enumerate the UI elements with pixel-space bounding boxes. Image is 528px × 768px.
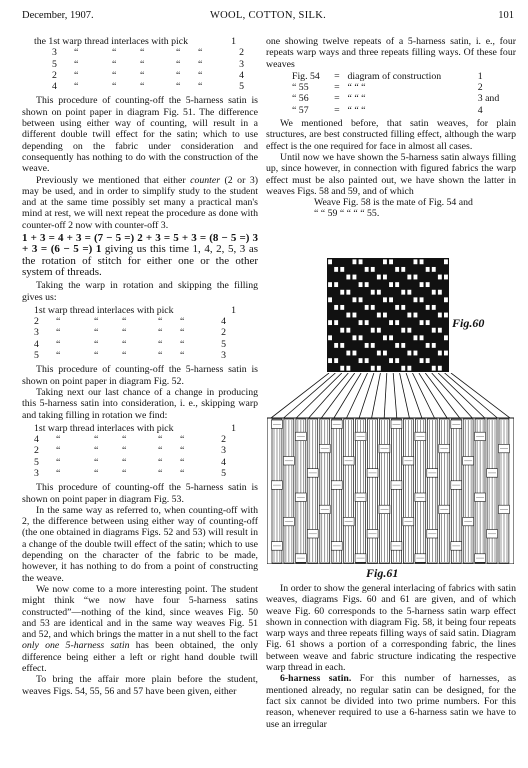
connector-line (438, 373, 485, 418)
weave-point (346, 366, 350, 371)
weave-line: Weave Fig. 58 is the mate of Fig. 54 and (314, 197, 473, 209)
equation: 1 + 3 = 4 + 3 = (7 − 5 =) 2 + 3 = 5 + 3 = (8 − 5 =) 3 + 3 = (6 − 5 =) 1 giving us this time 1, 4, 2, 5, 3 as the rotation of stitch for either one or the other system of threads. (22, 232, 259, 278)
table-cell: “ (180, 467, 185, 479)
table-cell: “ (158, 327, 163, 339)
weave-point (377, 290, 381, 295)
table-cell: “ (158, 467, 163, 479)
figure-list-cell: = (334, 93, 340, 105)
weave-point (346, 290, 350, 295)
weave-point (371, 343, 375, 348)
table-3 (22, 423, 258, 479)
weave-point (444, 351, 448, 356)
paragraph: one showing twelve repeats of a 5-harness satin, i. e., four repeats warp ways and three repeats filling ways. Of these four weaves (266, 36, 516, 70)
table-row (34, 327, 258, 338)
connector-line (384, 373, 387, 418)
paragraph: Taking next our last chance of a change in producing this 5-harness satin into consideration, i. e., skipping warp and taking filling in rotation we find: (22, 386, 258, 421)
weave-point (353, 297, 357, 302)
table-cell: 4 (221, 316, 226, 328)
page-header (22, 10, 514, 26)
table-cell: “ (112, 58, 117, 70)
weave-point (407, 351, 411, 356)
weave-point (328, 259, 332, 264)
table-cell: “ (122, 316, 127, 328)
weave-point (414, 335, 418, 340)
figure-list (266, 71, 516, 116)
weave-point (328, 358, 332, 363)
table-cell: 4 (34, 434, 39, 446)
table-cell: 5 (34, 456, 39, 468)
weave-point (420, 335, 424, 340)
table-cell: “ (56, 445, 61, 457)
table-cell: “ (158, 338, 163, 350)
table-cell: 2 (221, 434, 226, 446)
weave-point (438, 313, 442, 318)
table-cell: “ (198, 58, 203, 70)
weave-point (377, 366, 381, 371)
weave-point (401, 290, 405, 295)
table-cell: “ (74, 47, 79, 59)
weave-point (401, 305, 405, 310)
weave-point (340, 305, 344, 310)
weave-point (444, 313, 448, 318)
table-cell: “ (122, 338, 127, 350)
weave-point (395, 358, 399, 363)
fig-60-label: Fig.60 (452, 316, 485, 330)
weave-point (432, 366, 436, 371)
table-cell: “ (176, 69, 181, 81)
table-cell: “ (56, 327, 61, 339)
table-row (34, 350, 258, 361)
table-cell: 2 (52, 69, 57, 81)
weave-point (346, 351, 350, 356)
table-row (34, 316, 258, 327)
table-cell: 5 (221, 467, 226, 479)
weave-point (340, 366, 344, 371)
weave-point (414, 313, 418, 318)
paragraph: We mentioned before, that satin weaves, for plain structures, are best constructed filling effect, although the warp effect is the one required for face in almost all cases. (266, 118, 516, 152)
weave-point (389, 358, 393, 363)
weave-point (389, 259, 393, 264)
weave-point (432, 267, 436, 272)
weave-point (438, 275, 442, 280)
table-cell: “ (112, 81, 117, 93)
weave-point (334, 305, 338, 310)
intro-table (22, 36, 258, 92)
weave-point (407, 275, 411, 280)
table-cell: “ (112, 47, 117, 59)
table-cell: “ (198, 69, 203, 81)
table-cell: “ (94, 456, 99, 468)
weave-point (420, 320, 424, 325)
weave-point (334, 267, 338, 272)
table-cell: “ (140, 47, 145, 59)
weave-point (444, 259, 448, 264)
weave-point (426, 282, 430, 287)
table-cell: “ (122, 350, 127, 362)
table-cell: “ (180, 445, 185, 457)
weave-point (371, 290, 375, 295)
table-cell: 2 (239, 47, 244, 59)
paragraph: 6-harness satin. For this number of harnesses, as mentioned already, no regular satin can be designed, for the fact six cannot be divided into two prime numbers. For this reason, whenever required to use a 6-harness satin we have to use an irregular (266, 673, 517, 730)
figure-list-cell: 4 (477, 104, 483, 116)
table-cell: 3 (34, 467, 39, 479)
table-cell: 2 (34, 316, 39, 328)
table-cell: 5 (52, 58, 57, 70)
weave-point (444, 275, 448, 280)
weave-line: “ “ 59 “ “ “ “ 55. (314, 208, 380, 220)
paragraph: To bring the affair more plain before the student, weaves Figs. 54, 55, 56 and 57 have been given, either (22, 674, 258, 697)
weave-point (371, 305, 375, 310)
table-head: the 1st warp thread interlaces with pick (34, 36, 188, 47)
weave-point (346, 328, 350, 333)
table-cell: “ (94, 467, 99, 479)
weave-point (444, 335, 448, 340)
table-cell: 4 (34, 338, 39, 350)
table-cell: “ (56, 467, 61, 479)
table-head-value: 1 (231, 36, 236, 47)
table-cell: “ (158, 316, 163, 328)
table-cell: 5 (239, 81, 244, 93)
table-cell: “ (56, 456, 61, 468)
figure-list-cell: diagram of construction (347, 70, 442, 82)
paragraph: This procedure of counting-off the 5-harness satin is shown on point paper in diagram Fig. 51. The difference between using either way of counting, will result in a different double twill effect for the satin; which to use depending on the fabric under consideration and consequently has nothing to do with the construction of the weave. (22, 95, 258, 175)
table-cell: 3 (221, 350, 226, 362)
figure-list-row (292, 71, 516, 82)
weave-point (365, 305, 369, 310)
connector-line (451, 373, 510, 418)
weave-point (359, 320, 363, 325)
table-cell: 3 (52, 47, 57, 59)
header-title: WOOL, COTTON, SILK. (209, 10, 327, 21)
weave-point (365, 343, 369, 348)
table-cell: “ (94, 316, 99, 328)
weave-point (346, 313, 350, 318)
paragraph: In the same way as referred to, when counting-off with 2, the difference between using either way of counting-off (the one obtained in diagrams Figs. 52 and 53) will result in a change of the double twill effect of the satin; which to use depending on the character of the fabric to be made, however, it has nothing to do from a point of constructing the weave. (22, 504, 258, 584)
paragraph: Previously we mentioned that either counter (2 or 3) may be used, and in order to simplify study to the student and at the same time possibly set many a practical man's mind at rest, we will next repeat the procedure as done with counter-off 2 now with counter-off 3. (22, 174, 258, 231)
table-cell: “ (180, 316, 185, 328)
table-row (34, 457, 258, 468)
connector-line (393, 373, 397, 418)
weave-point (377, 351, 381, 356)
table-head: 1st warp thread interlaces with pick (34, 304, 174, 316)
table-cell: “ (198, 47, 203, 59)
weave-point (334, 282, 338, 287)
table-cell: 5 (221, 338, 226, 350)
weave-point (346, 275, 350, 280)
header-date: December, 1907. (22, 10, 94, 21)
weave-point (414, 351, 418, 356)
table-row (34, 434, 258, 445)
figure-list-row (292, 82, 516, 93)
weave-point (389, 320, 393, 325)
paragraph: This procedure of counting-off the 5-harness satin is shown on point paper in diagram Fig. 52. (22, 364, 258, 387)
table-cell: “ (74, 81, 79, 93)
table-cell: “ (56, 434, 61, 446)
weave-point (438, 351, 442, 356)
table-cell: “ (176, 58, 181, 70)
weave-point (340, 290, 344, 295)
weave-point (389, 335, 393, 340)
weave-point (383, 313, 387, 318)
table-cell: 3 (221, 445, 226, 457)
table-row (34, 468, 258, 479)
connector-line (271, 373, 329, 418)
weave-point (353, 259, 357, 264)
table-cell: “ (140, 69, 145, 81)
weave-point (407, 290, 411, 295)
figure-list-row (292, 105, 516, 116)
weave-point (383, 259, 387, 264)
table-cell: “ (180, 350, 185, 362)
table-cell: 4 (52, 81, 57, 93)
table-cell: “ (140, 58, 145, 70)
weave-point (328, 282, 332, 287)
weave-point (401, 328, 405, 333)
weave-point (438, 366, 442, 371)
weave-point (414, 297, 418, 302)
table-cell: “ (94, 327, 99, 339)
figure-list-cell: “ “ “ (347, 104, 366, 116)
weave-point (395, 267, 399, 272)
table-cell: “ (198, 81, 203, 93)
table-cell: 4 (239, 69, 244, 81)
weave-point (426, 305, 430, 310)
weave-point (340, 343, 344, 348)
weave-point (334, 343, 338, 348)
table-cell: “ (180, 338, 185, 350)
weave-point (328, 320, 332, 325)
weave-point (383, 297, 387, 302)
connector-line (296, 373, 342, 418)
weave-point (365, 282, 369, 287)
figure-list-cell: 2 (477, 82, 483, 94)
weave-point (377, 328, 381, 333)
weave-point (426, 343, 430, 348)
weave-point (414, 259, 418, 264)
table-cell: 4 (221, 456, 226, 468)
weave-point (359, 259, 363, 264)
weave-point (353, 335, 357, 340)
connector-line (309, 373, 349, 418)
right-column-bottom (266, 583, 516, 730)
weave-point (432, 305, 436, 310)
table-cell: “ (180, 327, 185, 339)
fig-61-label: Fig.61 (366, 566, 399, 580)
table-row (52, 59, 258, 70)
table-row (52, 47, 258, 58)
connector-line (284, 373, 336, 418)
paragraph: Taking the warp in rotation and skipping the filling gives us: (22, 280, 258, 303)
connector-line (400, 373, 410, 418)
table-cell: 5 (34, 350, 39, 362)
weave-point (359, 282, 363, 287)
weave-point (328, 335, 332, 340)
weave-point (426, 267, 430, 272)
weave-point (432, 328, 436, 333)
table-cell: “ (56, 338, 61, 350)
figure-list-cell: “ 57 (292, 104, 309, 116)
weave-point (426, 358, 430, 363)
table-cell: “ (158, 434, 163, 446)
weave-point (377, 313, 381, 318)
table-cell: “ (122, 327, 127, 339)
weave-point (371, 267, 375, 272)
weave-point (395, 343, 399, 348)
table-cell: “ (176, 81, 181, 93)
connector-line (359, 373, 374, 418)
fig-61-fabric (267, 373, 514, 564)
fig-60-weave (327, 258, 449, 372)
figure-list-cell: = (334, 70, 340, 82)
paragraph: In order to show the general interlacing of fabrics with satin weaves, diagrams Figs. 60 and 61 are given, and of which weave Fig. 60 corresponds to the 5-harness satin warp effect shown in connection with diagram Fig. 58, it being four repeats warp ways and three repeats filling ways of said satin. Diagram Fig. 61 shows a portion of a corresponding fabric, the lines between weave and fabric structure indicating the respective warp thread in each. (266, 583, 516, 674)
table-cell: 2 (34, 445, 39, 457)
weave-point (395, 320, 399, 325)
table-head-value: 1 (231, 304, 236, 316)
table-cell: “ (112, 69, 117, 81)
paragraph: We now come to a more interesting point. The student might think “we now have four 5-harness satins constructed”—nothing of the kind, since weaves Fig. 50 and 53 are identical and in the same way weaves Fig. 51 and 52, and which brings the matter in a nut shell to the fact only one 5-harness satin has been obtained, the only difference being either a left or right hand double twill effect. (22, 583, 259, 675)
table-head-value: 1 (231, 422, 236, 434)
paragraph: This procedure of counting-off the 5-harness satin is shown on point paper in diagram Fig. 53. (22, 482, 258, 505)
table-row (52, 70, 258, 81)
weave-point (438, 328, 442, 333)
table-cell: “ (158, 445, 163, 457)
table-head: 1st warp thread interlaces with pick (34, 422, 174, 434)
table-cell: “ (94, 434, 99, 446)
table-cell: “ (94, 445, 99, 457)
weave-point (395, 282, 399, 287)
weave-point (359, 297, 363, 302)
table-2 (22, 305, 258, 361)
table-cell: “ (176, 47, 181, 59)
figure-list-cell: 1 (477, 70, 483, 82)
table-row (34, 445, 258, 456)
weave-point (432, 343, 436, 348)
figure-list-cell: = (334, 82, 340, 94)
weave-point (371, 366, 375, 371)
table-cell: “ (180, 434, 185, 446)
right-column-top (266, 36, 516, 220)
weave-point (395, 305, 399, 310)
table-cell: “ (94, 350, 99, 362)
table-cell: “ (94, 338, 99, 350)
weave-point (353, 275, 357, 280)
table-cell: “ (122, 456, 127, 468)
weave-point (407, 366, 411, 371)
weave-point (389, 297, 393, 302)
weave-point (383, 351, 387, 356)
weave-point (383, 335, 387, 340)
table-cell: “ (140, 81, 145, 93)
weave-point (359, 335, 363, 340)
weave-point (334, 320, 338, 325)
figure-list-cell: “ “ “ (347, 82, 366, 94)
table-cell: 2 (221, 327, 226, 339)
weave-point (383, 275, 387, 280)
weave-point (365, 320, 369, 325)
weave-point (365, 267, 369, 272)
table-cell: “ (74, 58, 79, 70)
weave-point (340, 267, 344, 272)
figure-list-cell: Fig. 54 (292, 70, 320, 82)
figure-list-cell: “ 56 (292, 93, 309, 105)
weave-point (377, 275, 381, 280)
figure-list-row (292, 93, 516, 104)
weave-point (353, 313, 357, 318)
table-cell: “ (122, 434, 127, 446)
weave-point (444, 297, 448, 302)
figure-list-cell: “ 55 (292, 82, 309, 94)
table-row (34, 339, 258, 350)
table-cell: “ (56, 316, 61, 328)
figure-list-cell: = (334, 104, 340, 116)
table-cell: “ (122, 467, 127, 479)
weave-point (420, 259, 424, 264)
table-cell: “ (158, 456, 163, 468)
weave-point (407, 328, 411, 333)
weave-point (420, 297, 424, 302)
figure-list-cell: “ “ “ (347, 93, 366, 105)
table-row (52, 81, 258, 92)
weave-point (432, 290, 436, 295)
paragraph: Until now we have shown the 5-harness satin always filling up, since however, in connection with figured fabrics the warp effect must be also painted out, we have shown the latter in weaves Figs. 58 and 59, and of which (266, 151, 516, 197)
weave-point (365, 358, 369, 363)
weave-point (334, 358, 338, 363)
table-cell: “ (122, 445, 127, 457)
page-number: 101 (498, 10, 514, 21)
weave-point (340, 328, 344, 333)
weave-point (420, 282, 424, 287)
weave-point (328, 297, 332, 302)
table-cell: 3 (239, 58, 244, 70)
connector-line (372, 373, 381, 418)
weave-point (407, 313, 411, 318)
table-cell: “ (158, 350, 163, 362)
weave-point (426, 320, 430, 325)
weave-point (414, 275, 418, 280)
weave-point (401, 366, 405, 371)
weave-point (353, 351, 357, 356)
left-column (22, 36, 258, 697)
weave-point (359, 358, 363, 363)
weave-point (371, 328, 375, 333)
figure-list-cell: 3 and (477, 93, 500, 105)
table-cell: “ (180, 456, 185, 468)
table-cell: 3 (34, 327, 39, 339)
weave-point (401, 267, 405, 272)
weave-point (420, 358, 424, 363)
connector-line (406, 373, 422, 418)
weave-point (389, 282, 393, 287)
table-cell: “ (74, 69, 79, 81)
weave-point (438, 290, 442, 295)
weave-point (401, 343, 405, 348)
table-cell: “ (56, 350, 61, 362)
